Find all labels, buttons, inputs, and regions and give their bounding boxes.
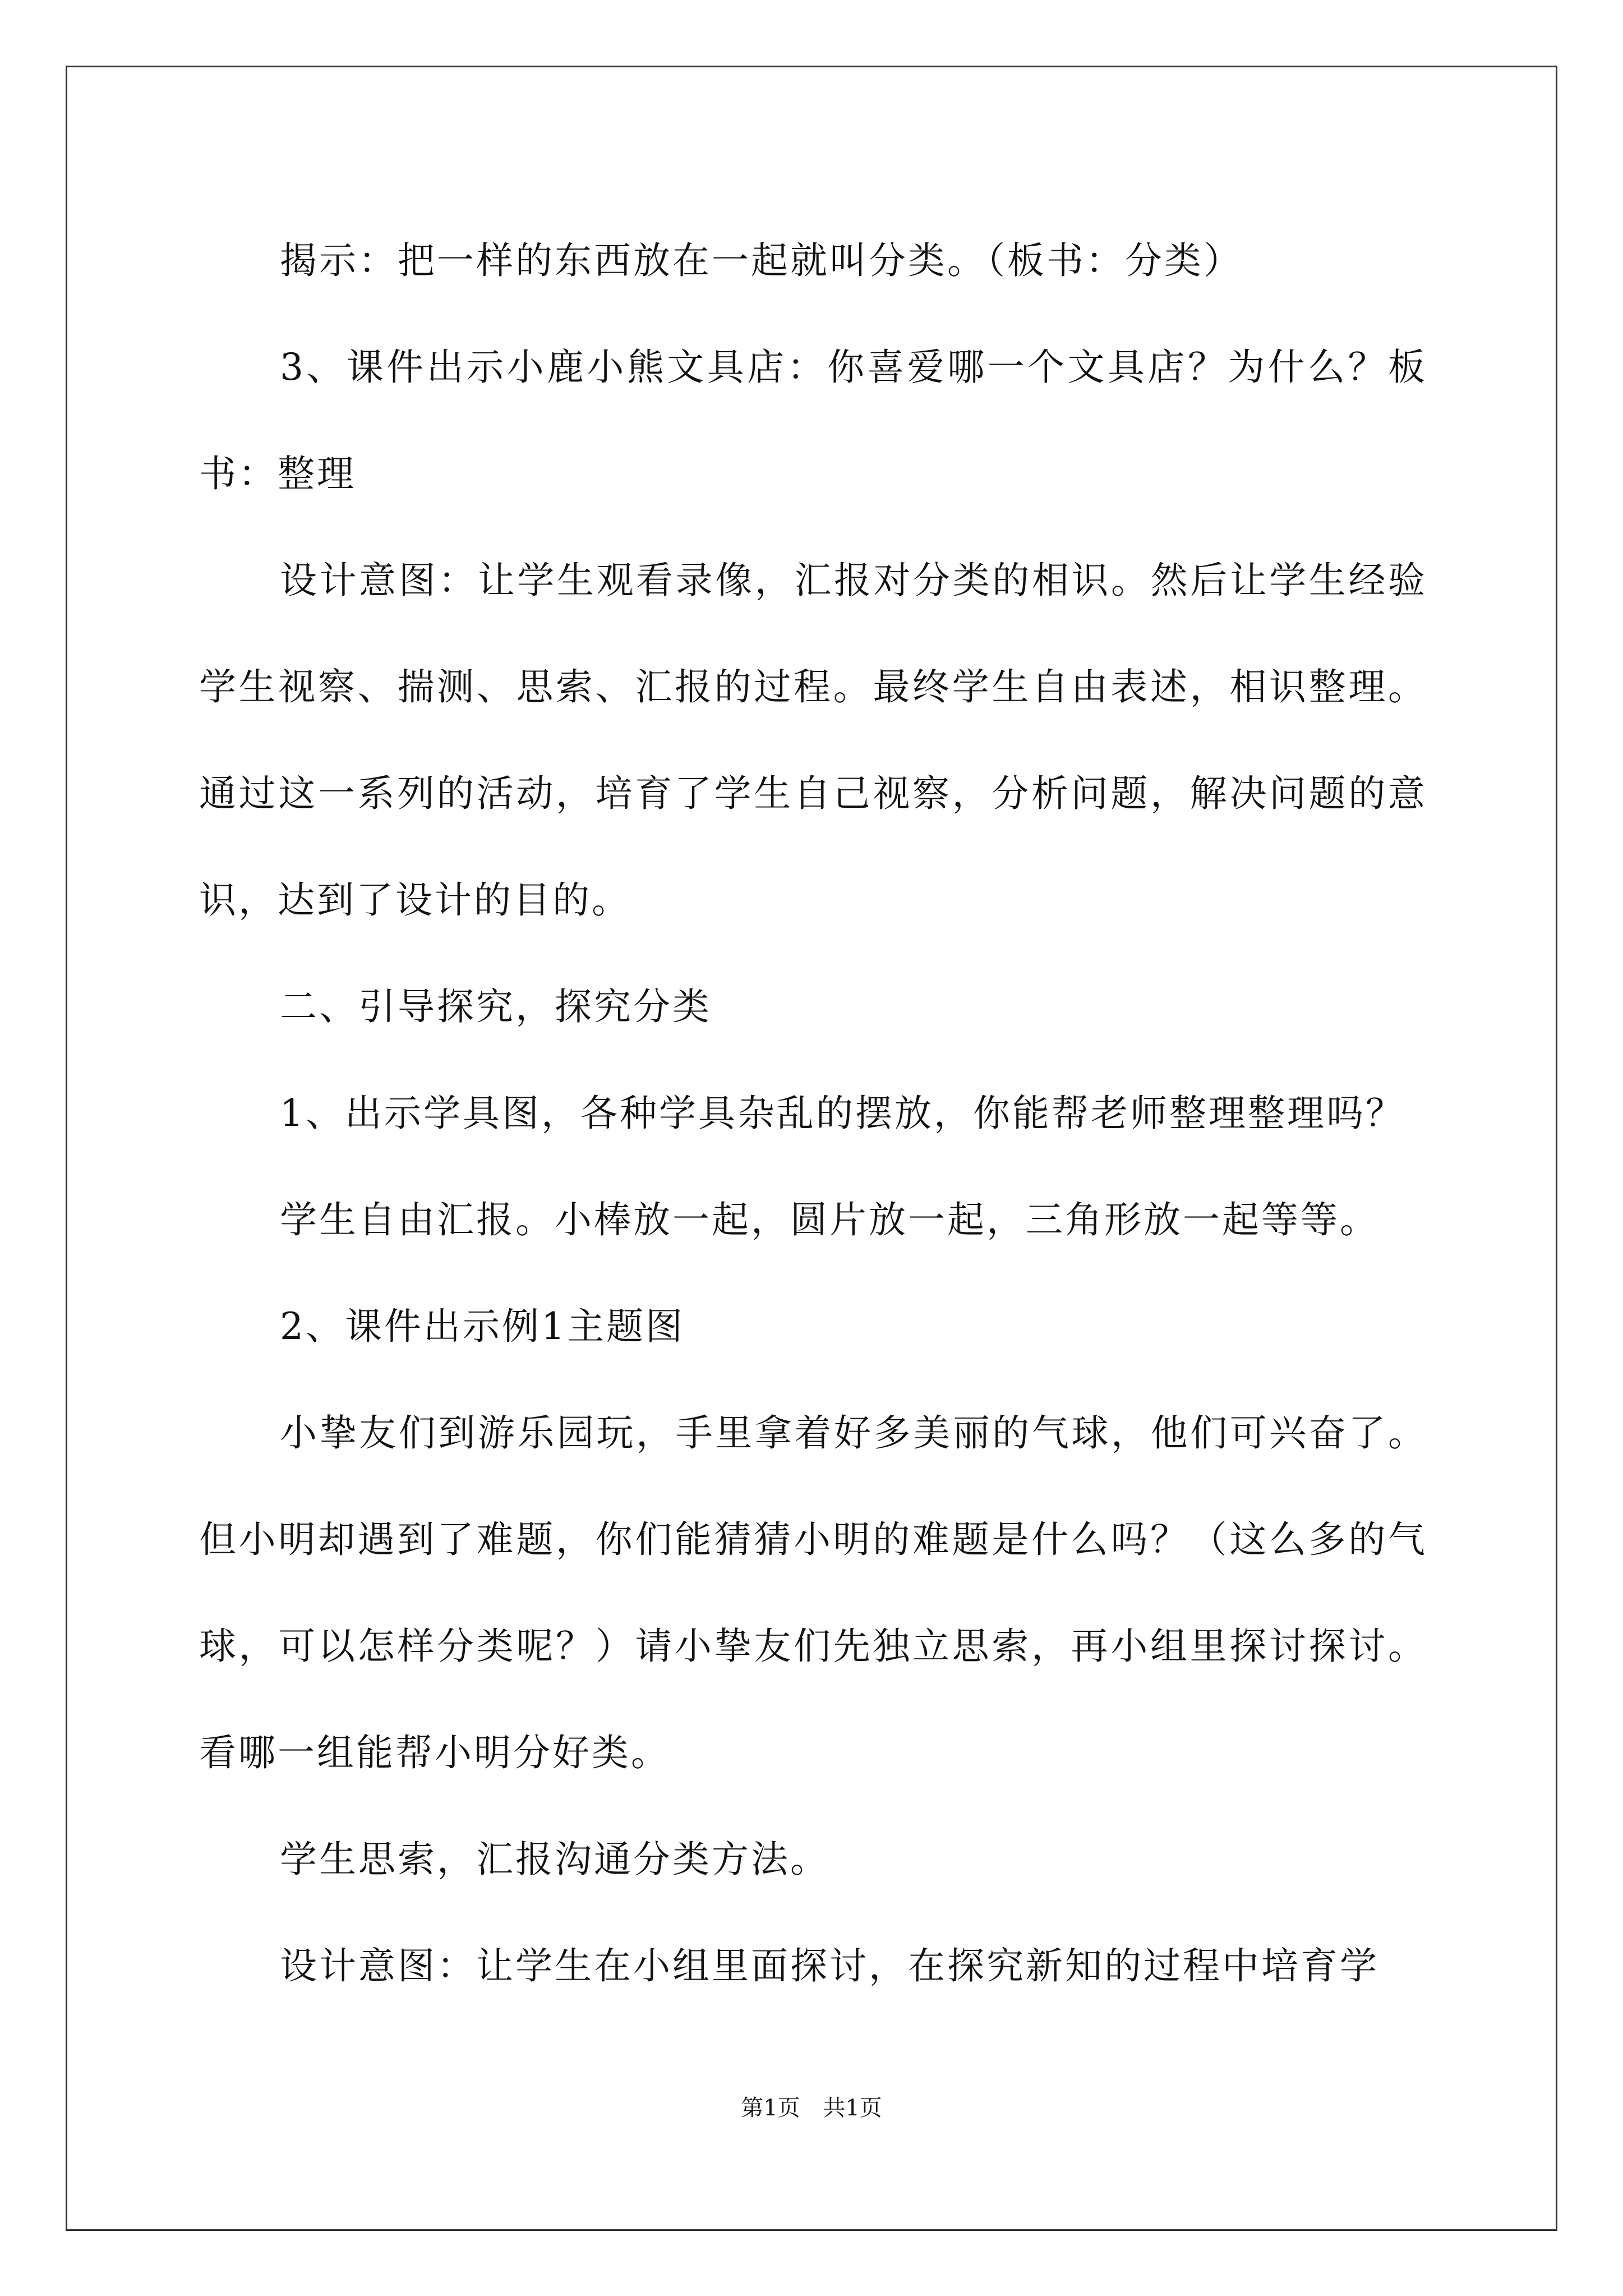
paragraph-reveal: 揭示：把一样的东西放在一起就叫分类。（板书：分类） <box>280 239 1243 282</box>
paragraph-design-intent-2: 设计意图：让学生在小组里面探讨，在探究新知的过程中培育学 <box>280 1944 1379 1987</box>
paragraph-design-intent-1: 设计意图：让学生观看录像，汇报对分类的相识。然后让学生经验学生视察、揣测、思索、汇报的过程。最终学生自由表述，相识整理。通过这一系列的活动，培育了学生自己视察，分析问题，解决问题的意识，达到了设计的目的。 <box>199 559 1427 922</box>
paragraph-step-1: 1、出示学具图，各种学具杂乱的摆放，你能帮老师整理整理吗？ <box>280 1092 1405 1135</box>
paragraph-story: 小挚友们到游乐园玩，手里拿着好多美丽的气球，他们可兴奋了。但小明却遇到了难题，你们能猜猜小明的难题是什么吗？（这么多的气球，可以怎样分类呢？）请小挚友们先独立思索，再小组里探讨探讨。看哪一组能帮小明分好类。 <box>199 1411 1427 1774</box>
page-footer <box>0 2091 1623 2125</box>
page-number-total: 共1页 <box>823 2095 882 2121</box>
page-number-current: 第1页 <box>741 2095 800 2121</box>
paragraph-step-3: 3、课件出示小鹿小熊文具店：你喜爱哪一个文具店？为什么？板书：整理 <box>199 346 1427 495</box>
section-heading-2: 二、引导探究，探究分类 <box>280 985 712 1028</box>
paragraph-student-think: 学生思索，汇报沟通分类方法。 <box>280 1838 829 1881</box>
document-body <box>199 208 1427 2019</box>
paragraph-step-2: 2、课件出示例1主题图 <box>280 1305 685 1348</box>
paragraph-student-report: 学生自由汇报。小棒放一起，圆片放一起，三角形放一起等等。 <box>280 1198 1379 1241</box>
